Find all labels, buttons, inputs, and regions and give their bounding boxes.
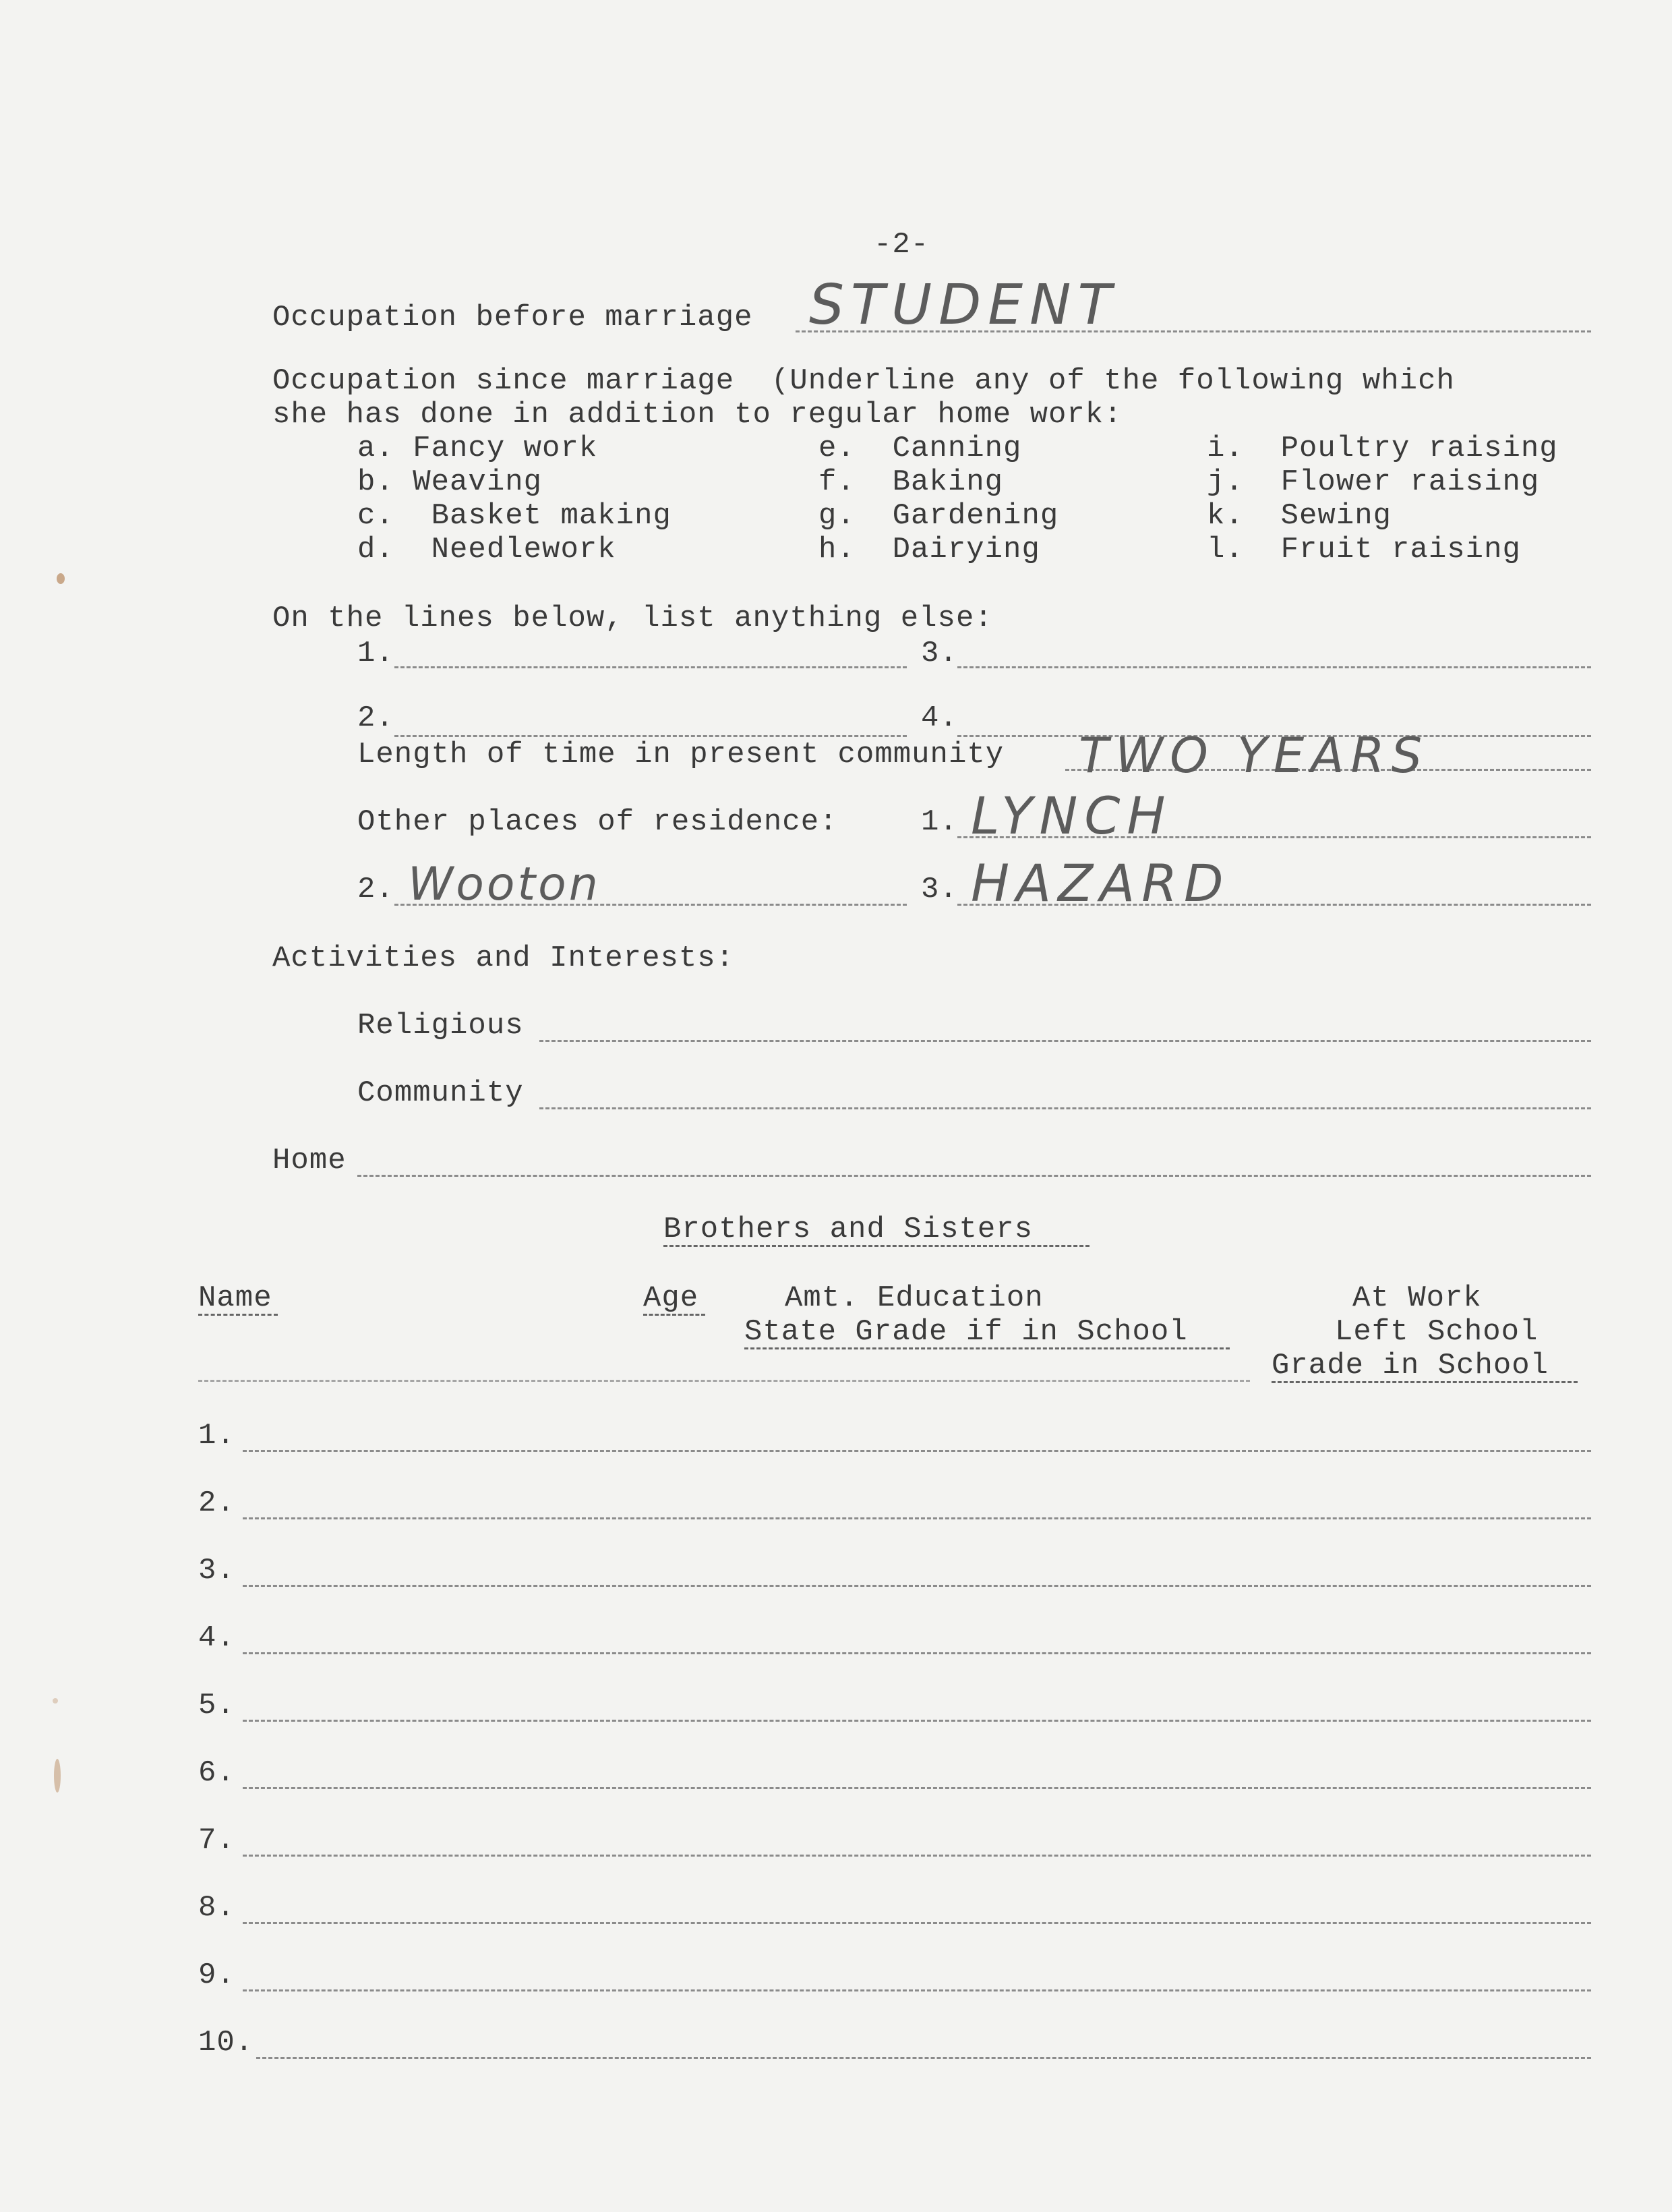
other-places-value-3: HAZARD [971, 853, 1230, 913]
option-b: b. Weaving [357, 465, 543, 499]
list-else-num-3: 3. [921, 637, 958, 670]
col-age-header: Age [643, 1281, 699, 1315]
option-l: l. Fruit raising [1207, 533, 1521, 566]
row-number-4: 4. [198, 1621, 235, 1655]
other-places-label: Other places of residence: [357, 805, 838, 839]
siblings-title: Brothers and Sisters [663, 1213, 1034, 1246]
other-places-value-2: Wooton [408, 858, 601, 911]
option-c: c. Basket making [357, 499, 671, 533]
religious-label: Religious [357, 1009, 524, 1043]
col-name-underline [198, 1314, 278, 1316]
siblings-title-underline [663, 1245, 1089, 1247]
list-else-line-2[interactable] [394, 735, 907, 737]
col-age-underline [643, 1314, 705, 1316]
list-else-num-1: 1. [357, 637, 394, 670]
col-edu-underline [744, 1347, 1230, 1349]
row-line-3[interactable] [243, 1585, 1591, 1587]
row-line-6[interactable] [243, 1787, 1591, 1789]
occupation-since-line1: Occupation since marriage (Underline any of the following which [272, 364, 1455, 398]
col-work-underline [1272, 1381, 1578, 1383]
option-j: j. Flower raising [1207, 465, 1540, 499]
list-else-line-1[interactable] [394, 666, 907, 668]
other-places-num-2: 2. [357, 873, 394, 906]
punch-hole-stain [53, 1698, 58, 1704]
col-work-header-1: At Work [1352, 1281, 1482, 1315]
row-number-1: 1. [198, 1419, 235, 1453]
list-else-label: On the lines below, list anything else: [272, 602, 993, 635]
col-name-header: Name [198, 1281, 272, 1315]
list-else-num-2: 2. [357, 701, 394, 735]
row-line-1[interactable] [243, 1450, 1591, 1452]
list-else-num-4: 4. [921, 701, 958, 735]
option-h: h. Dairying [818, 533, 1040, 566]
row-line-10[interactable] [256, 2057, 1591, 2059]
occupation-before-value: STUDENT [809, 273, 1118, 337]
community-line[interactable] [539, 1107, 1591, 1109]
religious-line[interactable] [539, 1040, 1591, 1042]
row-line-5[interactable] [243, 1720, 1591, 1722]
option-e: e. Canning [818, 432, 1022, 465]
home-label: Home [272, 1144, 347, 1177]
row-number-10: 10. [198, 2026, 254, 2060]
row-number-6: 6. [198, 1756, 235, 1790]
row-line-8[interactable] [243, 1922, 1591, 1924]
other-places-num-1: 1. [921, 805, 958, 839]
page-number: -2- [874, 228, 930, 262]
row-number-9: 9. [198, 1958, 235, 1992]
col-edu-header-2: State Grade if in School [744, 1315, 1188, 1349]
col-work-header-2: Left School [1335, 1315, 1539, 1349]
row-line-9[interactable] [243, 1989, 1591, 1991]
length-time-label: Length of time in present community [357, 738, 1005, 772]
occupation-before-label: Occupation before marriage [272, 301, 753, 334]
occupation-since-line2: she has done in addition to regular home work: [272, 398, 1123, 432]
list-else-line-3[interactable] [957, 666, 1591, 668]
other-places-num-3: 3. [921, 873, 958, 906]
length-time-value: TWO YEARS [1079, 727, 1429, 784]
row-number-7: 7. [198, 1824, 235, 1857]
option-i: i. Poultry raising [1207, 432, 1558, 465]
row-line-2[interactable] [243, 1517, 1591, 1519]
option-k: k. Sewing [1207, 499, 1392, 533]
row-number-2: 2. [198, 1486, 235, 1520]
activities-label: Activities and Interests: [272, 941, 735, 975]
home-line[interactable] [357, 1175, 1591, 1177]
other-places-value-1: LYNCH [971, 786, 1172, 846]
row-number-8: 8. [198, 1891, 235, 1925]
row-number-5: 5. [198, 1689, 235, 1722]
option-d: d. Needlework [357, 533, 616, 566]
row-line-4[interactable] [243, 1652, 1591, 1654]
row-line-7[interactable] [243, 1855, 1591, 1857]
option-g: g. Gardening [818, 499, 1059, 533]
punch-hole-stain [54, 1759, 61, 1793]
option-f: f. Baking [818, 465, 1004, 499]
col-edu-header-1: Amt. Education [785, 1281, 1044, 1315]
punch-hole-stain [57, 573, 65, 584]
option-a: a. Fancy work [357, 432, 598, 465]
row-number-3: 3. [198, 1554, 235, 1588]
header-separator-line [198, 1380, 1250, 1382]
col-work-header-3: Grade in School [1272, 1349, 1549, 1382]
community-label: Community [357, 1076, 524, 1110]
